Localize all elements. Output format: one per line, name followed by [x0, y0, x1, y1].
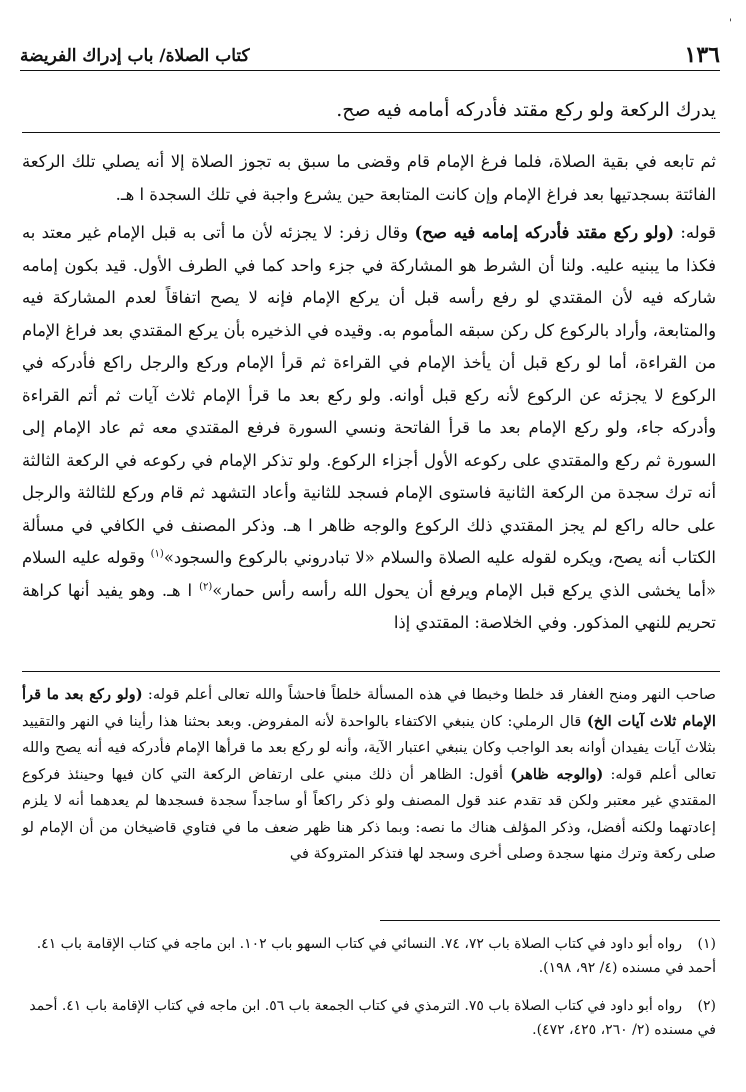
page-number: ١٣٦ — [684, 42, 720, 68]
footnote-ref-1[interactable]: (١) — [150, 548, 164, 560]
footnote-divider — [380, 920, 720, 921]
commentary-paragraph-2 — [22, 217, 716, 640]
hashiya-quote-1: (ولو ركع بعد ما قرأ الإمام ثلاث آيات الخ) — [22, 686, 716, 730]
hashiya-body — [22, 682, 716, 868]
matn-divider — [22, 132, 720, 133]
hashiya-text-a: صاحب النهر ومنح الغفار قد خلطا وخبطا في هذه المسألة خلطاً فاحشاً والله تعالى أعلم قوله: — [142, 686, 716, 703]
hashiya-quote-2: (والوجه ظاهر) — [510, 765, 604, 783]
quoted-matn: (ولو ركع مقتد فأدركه إمامه فيه صح) — [414, 223, 675, 242]
footnote-text: رواه أبو داود في كتاب الصلاة باب ٧٥. الترمذي في كتاب الجمعة باب ٥٦. ابن ماجه في كتاب الإقامة باب ٤١. أحمد في مسنده (٢/ ٢٦٠، ٤٢٥، ٤٧٢). — [29, 998, 716, 1038]
footnote-number: (١) — [697, 936, 716, 952]
footnote-text: رواه أبو داود في كتاب الصلاة باب ٧٢، ٧٤. النسائي في كتاب السهو باب ١٠٢. ابن ماجه في كتاب الإقامة باب ٤١. أحمد في مسنده (٤/ ٩٢، ١٩٨). — [36, 936, 716, 976]
running-title: كتاب الصلاة/ باب إدراك الفريضة — [20, 46, 250, 66]
hashiya-text-c: أقول: الظاهر أن ذلك مبني على ارتفاض الركعة التي كان فيها وحينئذ فركوع المقتدي غير معتبر ولكن قد تقدم عند قول المصنف ولو ذكر راكعاً أو ساجداً سجدة فسجدها لم يعدهما أنه لا يلزم إعادتهما ولكنه أفضل، وذكر المؤلف هناك ما نصه: وبما ذكر هنا ظهر ضعف ما في فتاوي قاضيخان من أن الإمام لو صلى ركعة وترك منها سجدة وصلى أخرى وسجد لها فتذكر المتروكة في — [22, 765, 716, 862]
hashiya-text-b: قال الرملي: كان ينبغي الاكتفاء بالواحدة لأنه المفروض. وبعد بحثنا هذا رأينا في النهر والتقييد بثلاث آيات يفيدان أوانه بعد الواجب وكان ينبغي اعتبار الآية، وأنه لو ركع بعد ما قرأها الإمام فأدركه فيه أنه يصح والله تعالى أعلم قوله: — [22, 712, 716, 783]
commentary-text-c: ا هـ. وهو يفيد أنها كراهة تحريم للنهي المذكور. وفي الخلاصة: المقتدي إذا — [22, 580, 716, 632]
hashiya-divider — [22, 671, 720, 672]
footnote-ref-2[interactable]: (٢) — [199, 581, 213, 593]
commentary-paragraph-1: ثم تابعه في بقية الصلاة، فلما فرغ الإمام قام وقضى ما سبق به تجوز الصلاة إلا أنه يصلي تلك الركعة الفائتة بسجدتيها بعد فراغ الإمام وإن كانت المتابعة حين يشرع واجبة في تلك السجدة ا هـ. — [22, 152, 716, 204]
quote-intro: قوله: — [674, 223, 716, 242]
footnote-1 — [22, 932, 716, 980]
hashiya-paragraph — [22, 682, 716, 868]
footnote-number: (٢) — [697, 998, 716, 1014]
corner-mark: ' — [729, 18, 732, 29]
page-header — [20, 40, 720, 71]
commentary-text-a: وقال زفر: لا يجزئه لأن ما أتى به قبل الإمام غير معتد به فكذا ما يبنيه عليه. ولنا أن الشرط هو المشاركة في جزء واحد كما في الطرف الأول. قيد بكون إمامه شاركه فيه لأن المقتدي لو رفع رأسه قبل أن يركع الإمام فإنه لا يصح اتفاقاً لعدم المشاركة فيه والمتابعة، وأراد بالركوع كل ركن سبقه المأموم به. وقيده في الذخيره بأن يركع المقتدي بعد فراغ الإمام من القراءة، أما لو ركع قبل أن يأخذ الإمام في القراءة ثم قرأ الإمام وركع والرجل راكع فأدركه في الركوع لا يجزئه عن الركوع لأنه ركع قبل أوانه. ولو ركع بعد ما قرأ الإمام ثلاث آيات ثم أتم القراءة وأدركه جاء، ولو ركع الإمام بعد ما قرأ الفاتحة ونسي السورة فرفع المقتدي معه ثم عاد الإمام إلى السورة ثم ركع والمقتدي على ركوعه الأول أجزاء الركوع. ولو تذكر الإمام في ركوعه في الركعة الثالثة أنه ترك سجدة من الركعة الثانية فاستوى الإمام فسجد للثانية وأعاد التشهد ثم قام وركع للثالثة والرجل على حاله راكع لم يجز المقتدي ذلك الركوع والوجه ظاهر ا هـ. وذكر المصنف في الكافي في مسألة الكتاب أنه يصح، ويكره لقوله عليه الصلاة والسلام «لا تبادروني بالركوع والسجود» — [22, 223, 716, 567]
commentary-body — [22, 146, 716, 646]
matn-text: يدرك الركعة ولو ركع مقتد فأدركه أمامه فيه صح. — [336, 99, 716, 121]
commentary-text-b: وقوله عليه السلام «أما يخشى الذي يركع قبل الإمام ويرفع أن يحول الله رأسه رأس حمار» — [22, 548, 716, 600]
footnote-2 — [22, 994, 716, 1042]
